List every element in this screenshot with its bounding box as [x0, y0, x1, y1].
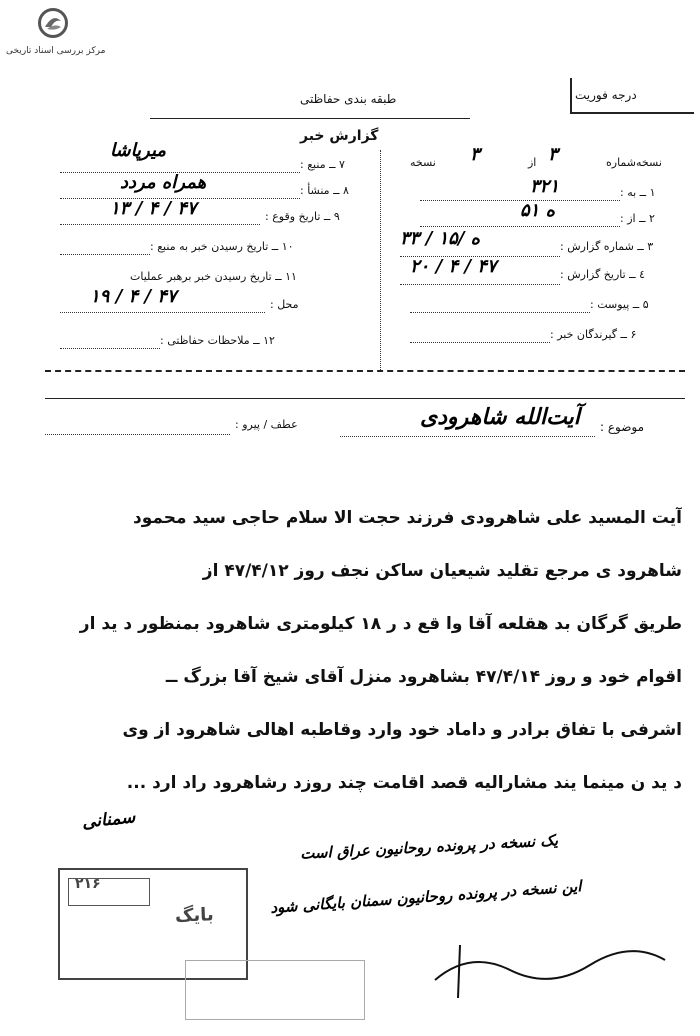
stamp-text: بایگ [174, 904, 215, 927]
source-value: میرپاشا [110, 140, 167, 161]
header-divider [150, 118, 470, 119]
recipients-line [410, 342, 550, 343]
location-line [60, 312, 265, 313]
location-label: محل : [270, 298, 299, 311]
handwritten-note-1: یک نسخه در پرونده روحانیون عراق است [299, 831, 559, 863]
origin-label: ۸ ــ منشأ : [300, 184, 349, 197]
handwritten-note-2: این نسخه در پرونده روحانیون سمنان بایگانی شود [269, 877, 582, 917]
archive-logo [38, 8, 68, 38]
copy-of-label: از [528, 156, 537, 169]
subject-value: آیت‌الله شاهرودی [420, 404, 580, 430]
field-from-value: ۵۱ ه [520, 200, 556, 221]
reference-line [45, 434, 230, 435]
security-notes-line [60, 348, 160, 349]
copy-number-label: نسخه‌شماره [606, 156, 662, 169]
handwritten-signature: سمنانی [81, 807, 137, 833]
stamp-number: ۲۱۶ [75, 876, 101, 892]
report-date-value: ۲۰ / ۴ / ۴۷ [410, 256, 497, 277]
subject-top-line [45, 398, 685, 399]
report-date-label: ٤ ــ تاریخ گزارش : [560, 268, 646, 281]
body-line: طریق گرگان بد هقلعه آقا وا قع د ر ۱۸ کیلومتری شاهرود بمنظور د ید ار [79, 614, 682, 634]
reference-label: عطف / پیرو : [235, 418, 298, 431]
urgency-label: درجه فوریت [575, 88, 637, 102]
report-date-line [400, 284, 560, 285]
copy-of-value: ۳ [470, 144, 480, 165]
body-line: اشرفی با تفاق برادر و داماد خود وارد وقاطبه اهالی شاهرود از وی [122, 720, 682, 740]
location-value: ۱۹ / ۴ / ۴۷ [90, 286, 177, 307]
report-number-label: ۳ ــ شماره گزارش : [560, 240, 654, 253]
body-line: اقوام خود و روز ۴۷/۴/۱۴ بشاهرود منزل آقای شیخ آقا بزرگ ــ [165, 667, 682, 687]
source-label: ۷ ــ منبع : [300, 158, 345, 171]
occurrence-date-line [60, 224, 260, 225]
subject-label: موضوع : [600, 420, 645, 434]
recipients-label: ۶ ــ گیرندگان خبر : [550, 328, 637, 341]
faded-stamp [185, 960, 365, 1020]
column-separator [380, 150, 381, 370]
field-from-line [420, 226, 620, 227]
subject-line [340, 436, 595, 437]
ops-receipt-date-label: ۱۱ ــ تاریخ رسیدن خبر برهبر عملیات [130, 270, 297, 283]
body-line: آیت المسید علی شاهرودی فرزند حجت الا سلام حاجی سید محمود [132, 508, 682, 528]
report-body [18, 492, 682, 810]
report-number-value: ۳۳ / ۱۵/ ه [400, 228, 481, 249]
archive-logo-text: مرکز بررسی اسناد تاریخی [6, 46, 106, 56]
field-to-label: ۱ ــ به : [620, 186, 656, 199]
source-receipt-date-line [60, 254, 150, 255]
signature-scrawl [430, 940, 670, 1000]
attachment-label: ۵ ــ پیوست : [590, 298, 649, 311]
body-line: د ید ن مینما یند مشارالیه قصد اقامت چند روزد رشاهرود راد ارد ... [126, 773, 682, 793]
source-receipt-date-label: ۱۰ ــ تاریخ رسیدن خبر به منبع : [150, 240, 294, 253]
body-line: شاهرود ی مرجع تقلید شیعیان ساکن نجف روز ۴۷/۴/۱۲ از [202, 561, 682, 581]
header-bottom-dashed-line [45, 370, 685, 372]
report-title: گزارش خبر [300, 128, 379, 144]
field-from-label: ۲ ــ از : [620, 212, 655, 225]
copy-number-value: ۳ [548, 144, 558, 165]
attachment-line [410, 312, 590, 313]
security-notes-label: ۱۲ ــ ملاحظات حفاظتی : [160, 334, 275, 347]
occurrence-date-label: ۹ ــ تاریخ وقوع : [265, 210, 340, 223]
logo-emblem-icon [41, 11, 65, 35]
origin-value: همراه مردد [120, 172, 207, 193]
field-to-value: ۳۲۱ [530, 176, 560, 197]
occurrence-date-value: ۱۳ / ۴ / ۴۷ [110, 198, 197, 219]
classification-label: طبقه بندی حفاظتی [300, 92, 397, 106]
copy-label: نسخه [410, 156, 436, 169]
